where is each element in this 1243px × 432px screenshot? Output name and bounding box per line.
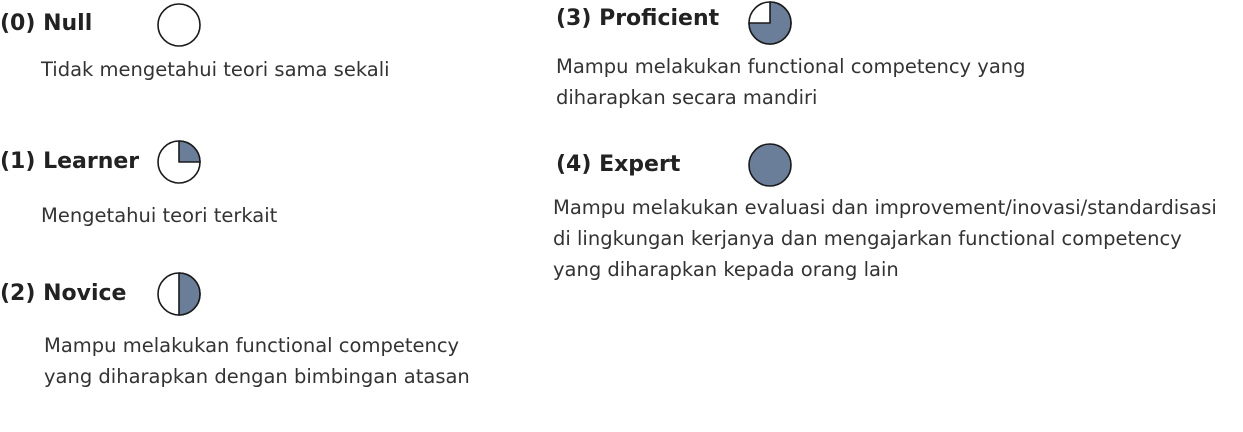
description-line: diharapkan secara mandiri xyxy=(556,86,818,109)
level-title: (2) Novice xyxy=(0,281,127,306)
level-title: (1) Learner xyxy=(0,149,140,174)
harvey-ball-three-quarter-icon xyxy=(747,0,793,46)
description-line: Mampu melakukan functional competency yang xyxy=(556,55,1026,78)
harvey-ball-outline xyxy=(158,4,200,46)
level-description xyxy=(41,200,277,231)
harvey-ball-fill xyxy=(179,141,200,162)
level-description xyxy=(41,54,390,85)
level-title: (0) Null xyxy=(0,11,93,36)
harvey-ball-quarter-icon xyxy=(156,139,202,185)
harvey-ball-outline xyxy=(749,144,791,186)
level-description xyxy=(44,330,470,392)
harvey-ball-half-icon xyxy=(156,271,202,317)
description-line: Mengetahui teori terkait xyxy=(41,204,278,227)
level-title: (3) Proficient xyxy=(556,6,720,31)
description-line: Tidak mengetahui teori sama sekali xyxy=(41,58,390,81)
harvey-ball-full-icon xyxy=(747,142,793,188)
level-description xyxy=(553,192,1217,285)
description-line: yang diharapkan dengan bimbingan atasan xyxy=(44,365,470,388)
level-description xyxy=(556,51,1026,113)
description-line: Mampu melakukan functional competency xyxy=(44,334,460,357)
level-title: (4) Expert xyxy=(556,152,681,177)
description-line: yang diharapkan kepada orang lain xyxy=(553,258,899,281)
description-line: di lingkungan kerjanya dan mengajarkan functional competency xyxy=(553,227,1182,250)
description-line: Mampu melakukan evaluasi dan improvement/inovasi/standardisasi xyxy=(553,196,1217,219)
harvey-ball-empty-icon xyxy=(156,2,202,48)
harvey-ball-fill xyxy=(179,273,200,315)
